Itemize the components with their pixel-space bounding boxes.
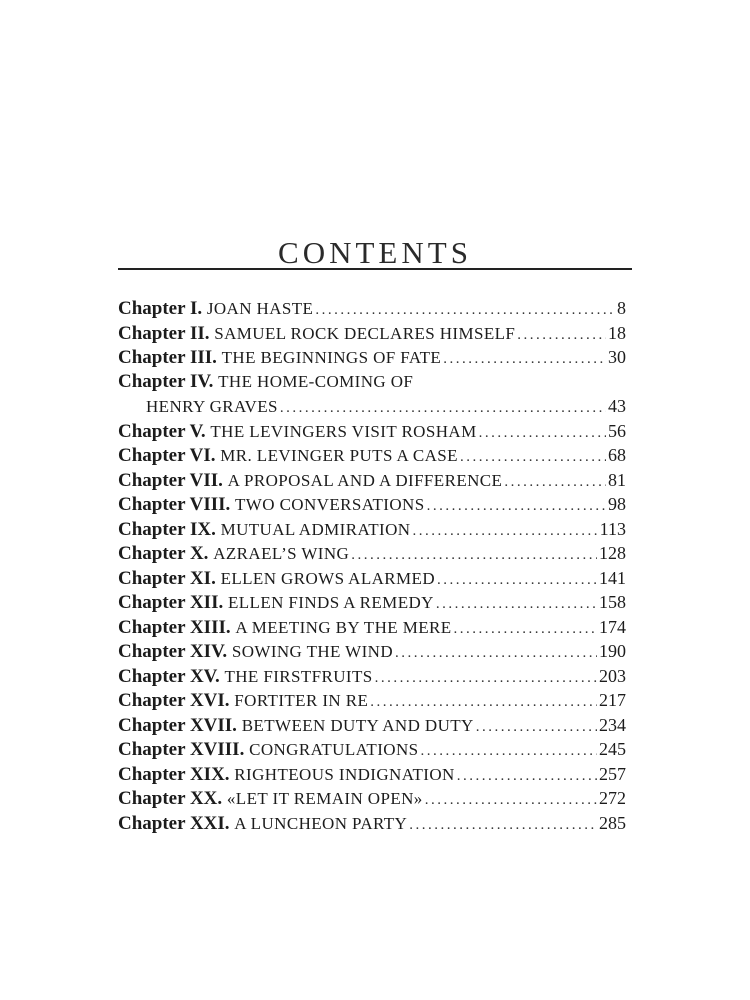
- toc-entry[interactable]: [118, 321, 626, 346]
- chapter-title: THE LEVINGERS VISIT ROSHAM: [210, 421, 477, 441]
- page-title: CONTENTS: [278, 234, 472, 270]
- entry-lead: [118, 493, 425, 517]
- chapter-number: Chapter XIX.: [118, 763, 230, 785]
- entry-lead: [118, 567, 435, 591]
- dot-leader: [412, 519, 597, 542]
- entry-lead: [118, 542, 349, 566]
- chapter-title: BETWEEN DUTY AND DUTY: [241, 715, 474, 735]
- chapter-title: ELLEN GROWS ALARMED: [220, 568, 436, 588]
- chapter-title: THE FIRSTFRUITS: [224, 666, 373, 686]
- page-number: 18: [608, 322, 626, 343]
- chapter-title: RIGHTEOUS INDIGNATION: [234, 764, 455, 784]
- chapter-title: THE BEGINNINGS OF FATE: [221, 348, 442, 367]
- chapter-number: Chapter V.: [118, 420, 206, 442]
- entry-lead: [118, 346, 441, 370]
- chapter-title: ELLEN FINDS A REMEDY: [227, 593, 434, 612]
- entry-lead: [118, 714, 474, 738]
- toc-entry[interactable]: [118, 566, 626, 591]
- dot-leader: [427, 494, 606, 517]
- dot-leader: [443, 347, 606, 370]
- page-number: 234: [599, 714, 626, 735]
- entry-lead: [118, 689, 368, 713]
- dot-leader: [409, 813, 597, 836]
- chapter-number: Chapter VII.: [118, 469, 223, 491]
- chapter-number: Chapter X.: [118, 543, 209, 564]
- toc-entry[interactable]: [118, 468, 626, 493]
- chapter-title: MUTUAL ADMIRATION: [220, 519, 411, 539]
- dot-leader: [479, 421, 606, 444]
- page-number: 285: [599, 812, 626, 833]
- table-of-contents: [118, 296, 626, 835]
- toc-entry[interactable]: [118, 345, 626, 370]
- chapter-title: SOWING THE WIND: [231, 642, 394, 661]
- page-number: 98: [608, 494, 626, 514]
- page-number: 8: [617, 298, 626, 318]
- toc-entry[interactable]: [118, 492, 626, 517]
- toc-entry[interactable]: [118, 517, 626, 542]
- dot-leader: [454, 617, 597, 640]
- toc-entry[interactable]: [118, 811, 626, 836]
- chapter-number: Chapter VIII.: [118, 494, 231, 515]
- chapter-title: HENRY GRAVES: [146, 397, 278, 416]
- dot-leader: [476, 715, 597, 738]
- dot-leader: [425, 788, 597, 811]
- dot-leader: [457, 764, 597, 787]
- page-number: 257: [599, 763, 626, 784]
- chapter-number: Chapter II.: [118, 322, 210, 344]
- entry-lead: [118, 297, 313, 321]
- toc-entry[interactable]: [118, 664, 626, 689]
- chapter-title: FORTITER IN RE: [234, 691, 369, 710]
- chapter-title: AZRAEL’S WING: [213, 544, 350, 563]
- chapter-number: Chapter XIII.: [118, 616, 231, 638]
- entry-lead: [118, 640, 393, 664]
- chapter-title: A PROPOSAL AND A DIFFERENCE: [227, 470, 503, 490]
- chapter-number: Chapter XXI.: [118, 812, 230, 834]
- chapter-number: Chapter III.: [118, 347, 217, 368]
- chapter-number: Chapter I.: [118, 298, 203, 319]
- entry-lead: [118, 665, 373, 689]
- entry-lead: [118, 469, 502, 493]
- dot-leader: [280, 396, 606, 419]
- dot-leader: [395, 641, 597, 664]
- dot-leader: [370, 690, 597, 713]
- entry-lead: [118, 787, 423, 811]
- toc-entry[interactable]: [118, 762, 626, 787]
- entry-lead: [118, 322, 515, 346]
- entry-lead: [118, 370, 413, 395]
- toc-entry[interactable]: [118, 443, 626, 468]
- chapter-number: Chapter XI.: [118, 567, 216, 589]
- chapter-title: TWO CONVERSATIONS: [235, 495, 425, 514]
- page-number: 56: [608, 420, 626, 441]
- entry-lead: [118, 420, 477, 444]
- chapter-number: Chapter IX.: [118, 518, 216, 540]
- toc-entry[interactable]: [118, 713, 626, 738]
- chapter-title: JOAN HASTE: [206, 299, 314, 318]
- toc-entry[interactable]: [118, 541, 626, 566]
- toc-entry[interactable]: [118, 296, 626, 321]
- chapter-number: Chapter VI.: [118, 445, 216, 466]
- entry-lead: [118, 444, 458, 468]
- entry-lead: [118, 616, 452, 640]
- entry-lead: [118, 763, 455, 787]
- title-divider: [118, 268, 632, 270]
- toc-entry[interactable]: [118, 615, 626, 640]
- chapter-number: Chapter IV.: [118, 370, 214, 392]
- chapter-number: Chapter XVIII.: [118, 739, 245, 760]
- toc-entry[interactable]: [118, 370, 626, 395]
- page-number: 203: [599, 665, 626, 686]
- page-number: 128: [599, 543, 626, 563]
- page-number: 68: [608, 445, 626, 465]
- chapter-number: Chapter XV.: [118, 665, 220, 687]
- dot-leader: [436, 592, 597, 615]
- page-number: 81: [608, 469, 626, 490]
- toc-entry[interactable]: [118, 419, 626, 444]
- page-number: 113: [599, 518, 626, 539]
- dot-leader: [517, 323, 606, 346]
- chapter-title: SAMUEL ROCK DECLARES HIMSELF: [214, 323, 516, 343]
- page-number: 272: [599, 788, 626, 808]
- chapter-title: MR. LEVINGER PUTS A CASE: [220, 446, 458, 465]
- chapter-title: «LET IT REMAIN OPEN»: [226, 789, 423, 808]
- chapter-number: Chapter XIV.: [118, 641, 228, 662]
- chapter-number: Chapter XVI.: [118, 690, 230, 711]
- chapter-title: CONGRATULATIONS: [249, 740, 419, 759]
- entry-lead: [118, 812, 407, 836]
- page-number: 30: [608, 347, 626, 367]
- page-number: 245: [599, 739, 626, 759]
- toc-entry-continuation[interactable]: [118, 394, 626, 419]
- entry-lead: [118, 395, 278, 419]
- chapter-title: A LUNCHEON PARTY: [234, 813, 408, 833]
- page-number: 43: [608, 396, 626, 416]
- chapter-title: A MEETING BY THE MERE: [235, 617, 452, 637]
- dot-leader: [375, 666, 597, 689]
- dot-leader: [315, 298, 615, 321]
- toc-entry[interactable]: [118, 639, 626, 664]
- chapter-title: THE HOME-COMING OF: [218, 371, 414, 391]
- dot-leader: [460, 445, 606, 468]
- toc-entry[interactable]: [118, 688, 626, 713]
- toc-entry[interactable]: [118, 786, 626, 811]
- page-number: 158: [599, 592, 626, 612]
- toc-entry[interactable]: [118, 590, 626, 615]
- dot-leader: [504, 470, 606, 493]
- entry-lead: [118, 738, 419, 762]
- dot-leader: [437, 568, 597, 591]
- chapter-number: Chapter XVII.: [118, 714, 237, 736]
- page-number: 217: [599, 690, 626, 710]
- entry-lead: [118, 591, 434, 615]
- page-number: 190: [599, 641, 626, 661]
- dot-leader: [351, 543, 597, 566]
- chapter-number: Chapter XX.: [118, 788, 223, 809]
- dot-leader: [421, 739, 598, 762]
- page-number: 174: [599, 616, 626, 637]
- toc-entry[interactable]: [118, 737, 626, 762]
- entry-lead: [118, 518, 410, 542]
- chapter-number: Chapter XII.: [118, 592, 224, 613]
- page-number: 141: [599, 567, 626, 588]
